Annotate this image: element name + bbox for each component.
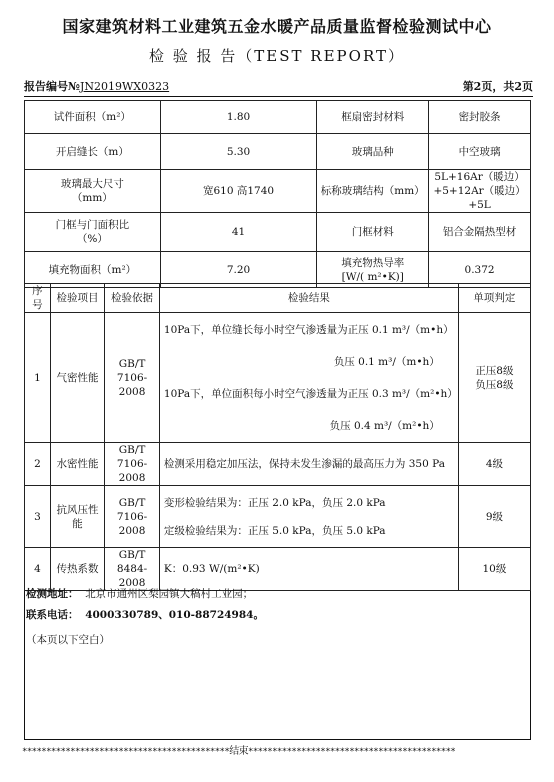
info-label: 填充物面积（m²） <box>25 252 161 288</box>
info-value: 密封胶条 <box>429 101 531 134</box>
test-item: 气密性能 <box>50 313 104 443</box>
basis-line: 2008 <box>118 385 146 398</box>
info-label <box>25 213 161 252</box>
info-label: 玻璃品种 <box>317 134 429 170</box>
info-label: 标称玻璃结构（mm） <box>317 170 429 213</box>
info-label: 试件面积（m²） <box>25 101 161 134</box>
judgement: 4级 <box>458 443 530 486</box>
result-line: 10Pa下，单位面积每小时空气渗透量为正压 0.3 m³/（m²•h） <box>163 387 458 400</box>
result-line: K：0.93 W/(m²•K) <box>163 563 260 575</box>
blank-note: （本页以下空白） <box>26 634 110 646</box>
report-number <box>24 78 169 94</box>
info-label: 门框材料 <box>317 213 429 252</box>
col-header-result: 检验结果 <box>159 284 458 313</box>
result-line: 定级检验结果为：正压 5.0 kPa，负压 5.0 kPa <box>163 524 386 537</box>
end-mark: 结束 <box>229 746 249 757</box>
info-label-line: 填充物热导率 <box>341 256 405 269</box>
info-row <box>25 213 531 252</box>
result-line: 负压 0.1 m³/（m•h） <box>333 355 440 368</box>
test-address <box>26 586 253 601</box>
row-number: 4 <box>25 548 51 591</box>
judgement: 9级 <box>458 486 530 548</box>
info-value: 0.372 <box>429 252 531 288</box>
test-result <box>159 443 458 486</box>
info-label <box>25 170 161 213</box>
phone-value: 4000330789、010-88724984。 <box>85 609 264 621</box>
test-basis <box>105 313 160 443</box>
test-basis <box>105 486 160 548</box>
test-result <box>159 548 458 591</box>
info-value: 1.80 <box>160 101 317 134</box>
header-divider <box>24 96 533 97</box>
info-value-line: 5L+16Ar（暖边） <box>434 171 525 183</box>
info-value: 5.30 <box>160 134 317 170</box>
basis-line: GB/T 7106- <box>116 496 148 523</box>
report-subtitle: 检 验 报 告（TEST REPORT） <box>149 47 405 65</box>
end-stars-left: ******************************************* <box>22 747 230 757</box>
info-value: 7.20 <box>160 252 317 288</box>
row-number: 2 <box>25 443 51 486</box>
judgement: 10级 <box>458 548 530 591</box>
test-basis <box>105 443 160 486</box>
test-result <box>159 486 458 548</box>
info-row <box>25 101 531 134</box>
end-stars-right: ******************************************* <box>248 747 456 757</box>
test-item: 抗风压性能 <box>50 486 104 548</box>
row-number: 1 <box>25 313 51 443</box>
phone-label: 联系电话： <box>26 609 79 621</box>
basis-line: 2008 <box>118 577 146 589</box>
info-label: 框扇密封材料 <box>317 101 429 134</box>
table-row <box>25 443 531 486</box>
basis-line: 2008 <box>118 524 146 537</box>
info-value-line: +5+12Ar（暖边）+5L <box>433 185 526 211</box>
page-info: 第2页，共2页 <box>462 80 533 93</box>
row-number: 3 <box>25 486 51 548</box>
report-number-value: JN2019WX0323 <box>79 80 170 93</box>
basis-line: 2008 <box>118 472 146 484</box>
info-label-line: （mm） <box>71 192 113 204</box>
info-value <box>429 170 531 213</box>
contact-phone <box>26 607 264 622</box>
info-row <box>25 170 531 213</box>
report-number-label: 报告编号№ <box>24 80 80 93</box>
basis-line: GB/T 7106- <box>116 444 148 470</box>
info-label: 开启缝长（m） <box>25 134 161 170</box>
sample-info-table <box>24 100 531 288</box>
end-of-report-line <box>22 742 534 757</box>
info-label-line: 门框与门面积比 <box>55 219 130 231</box>
test-results-table <box>24 283 531 591</box>
test-result <box>159 313 458 443</box>
result-line: 负压 0.4 m³/（m²•h） <box>329 419 440 432</box>
table-header-row <box>25 284 531 313</box>
col-header-basis: 检验依据 <box>105 284 160 313</box>
col-header-judge: 单项判定 <box>458 284 530 313</box>
basis-line: GB/T 8484- <box>116 549 148 575</box>
address-label: 检测地址： <box>26 588 79 600</box>
info-row <box>25 134 531 170</box>
table-row <box>25 548 531 591</box>
info-value: 宽610 高1740 <box>160 170 317 213</box>
col-header-no: 序号 <box>25 284 51 313</box>
test-basis <box>105 548 160 591</box>
table-row <box>25 313 531 443</box>
page-title: 国家建筑材料工业建筑五金水暖产品质量监督检验测试中心 <box>62 17 492 36</box>
basis-line: GB/T 7106- <box>116 357 148 384</box>
info-value: 中空玻璃 <box>429 134 531 170</box>
col-header-item: 检验项目 <box>50 284 104 313</box>
address-value: 北京市通州区梨园镇大稿村工业园； <box>85 588 254 600</box>
info-label-line: （%） <box>76 233 108 245</box>
judgement <box>458 313 530 443</box>
info-label-line: [W/( m²•K)] <box>341 270 404 283</box>
info-value: 铝合金隔热型材 <box>429 213 531 252</box>
info-value: 41 <box>160 213 317 252</box>
judgement-line: 负压8级 <box>475 378 514 391</box>
result-line: 检测采用稳定加压法，保持未发生渗漏的最高压力为 350 Pa <box>163 458 445 470</box>
table-row <box>25 486 531 548</box>
judgement-line: 正压8级 <box>475 364 514 377</box>
report-header-line <box>24 78 533 94</box>
info-label-line: 玻璃最大尺寸 <box>60 178 124 190</box>
result-line: 10Pa下，单位缝长每小时空气渗透量为正压 0.1 m³/（m•h） <box>163 323 454 336</box>
test-item: 传热系数 <box>50 548 104 591</box>
result-line: 变形检验结果为：正压 2.0 kPa，负压 2.0 kPa <box>163 496 386 509</box>
test-item: 水密性能 <box>50 443 104 486</box>
